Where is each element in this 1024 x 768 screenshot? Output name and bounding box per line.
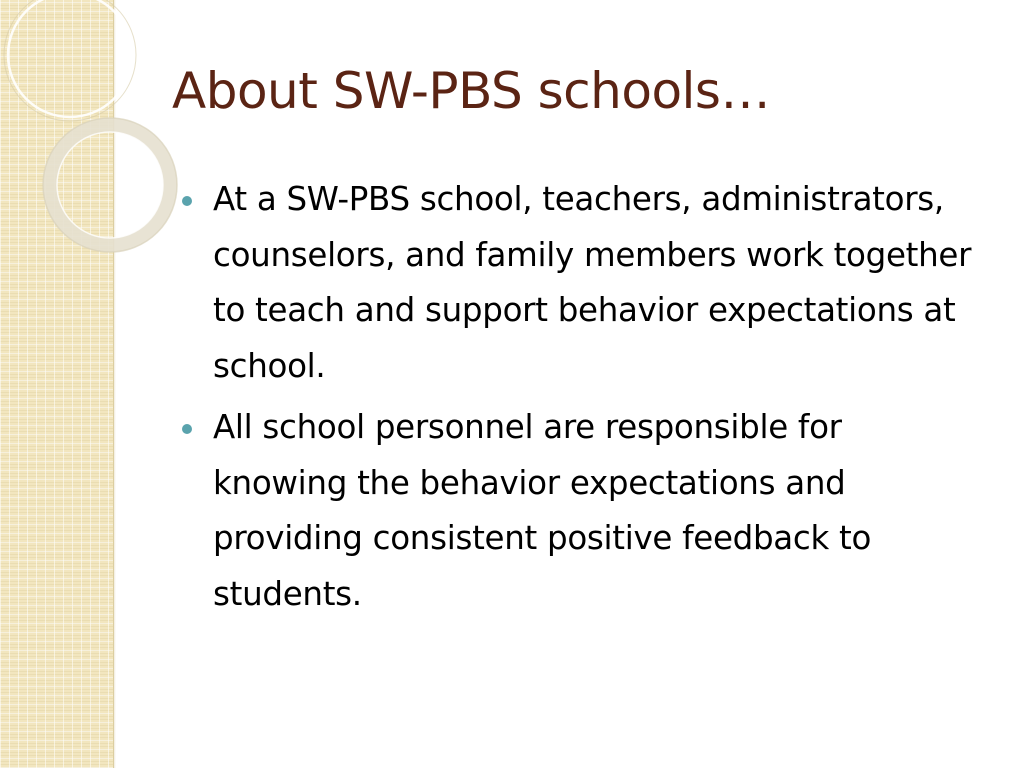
- slide-title: About SW-PBS schools…: [172, 62, 770, 120]
- bullet-dot-icon: [182, 424, 192, 434]
- bullet-text: All school personnel are responsible for knowing the behavior expectations and providing consistent positive feedback to students.: [213, 408, 872, 613]
- bullet-text: At a SW-PBS school, teachers, administrators, counselors, and family members work together to teach and support behavior expectations at school.: [213, 180, 972, 385]
- bullet-dot-icon: [182, 196, 192, 206]
- bullet-item: [182, 172, 982, 394]
- bullet-item: [182, 400, 982, 622]
- bullet-list: [182, 172, 982, 628]
- decorative-rings-icon: [0, 0, 200, 260]
